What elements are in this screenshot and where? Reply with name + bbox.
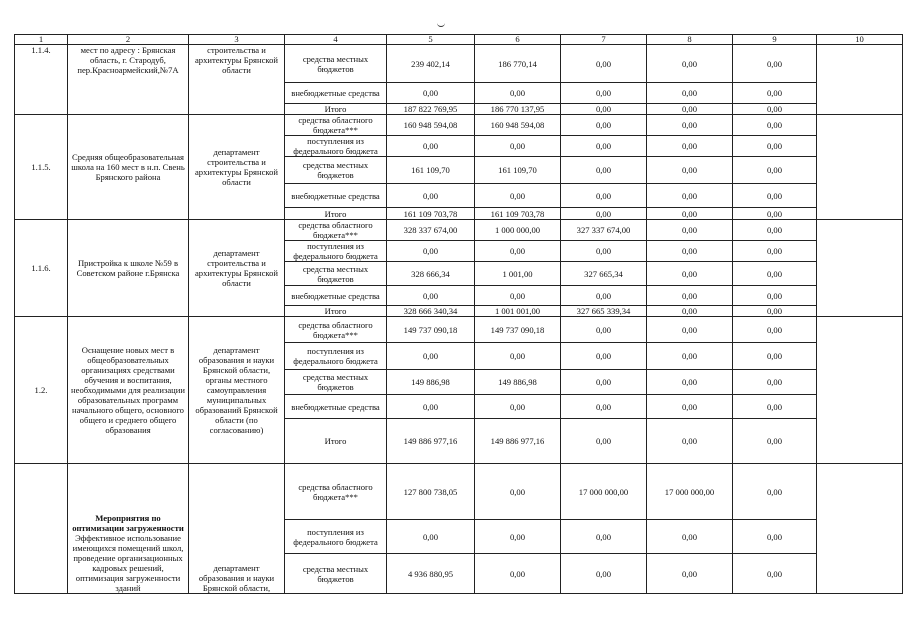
source-label: средства местных бюджетов <box>285 262 387 286</box>
amount-cell: 0,00 <box>387 395 475 419</box>
source-label: внебюджетные средства <box>285 184 387 208</box>
item-executor: департамент образования и науки Брянской области, органы местного самоуправления муниципальных образований Брянской области (по согласованию) <box>189 317 285 464</box>
amount-cell: 0,00 <box>733 220 817 241</box>
amount-cell: 0,00 <box>561 115 647 136</box>
amount-cell: 0,00 <box>475 464 561 520</box>
amount-cell: 149 737 090,18 <box>387 317 475 343</box>
amount-cell: 161 109 703,78 <box>475 208 561 220</box>
amount-cell: 0,00 <box>475 241 561 262</box>
col-5: 5 <box>387 35 475 45</box>
amount-cell: 0,00 <box>647 395 733 419</box>
amount-cell: 0,00 <box>647 306 733 317</box>
amount-cell: 0,00 <box>733 395 817 419</box>
amount-cell: 0,00 <box>733 554 817 594</box>
item-name: Пристройка к школе №59 в Советском районе г.Брянска <box>68 220 189 317</box>
source-label: средства областного бюджета*** <box>285 115 387 136</box>
item-executor: департамент строительства и архитектуры Брянской области <box>189 220 285 317</box>
document-page <box>14 34 904 606</box>
source-label: средства местных бюджетов <box>285 370 387 395</box>
amount-cell: 328 666 340,34 <box>387 306 475 317</box>
item-name: мест по адресу : Брянская область, г. Стародуб, пер.Красноармейский,№7А <box>68 45 189 115</box>
column-number-row <box>15 35 903 45</box>
source-label: средства местных бюджетов <box>285 554 387 594</box>
section-title: Мероприятия по оптимизации загруженности <box>72 513 184 533</box>
source-label: внебюджетные средства <box>285 83 387 104</box>
amount-cell: 149 886,98 <box>387 370 475 395</box>
table-row <box>15 115 903 136</box>
amount-cell: 0,00 <box>733 104 817 115</box>
source-label: внебюджетные средства <box>285 395 387 419</box>
funding-table <box>14 34 903 594</box>
col-6: 6 <box>475 35 561 45</box>
notes-cell <box>817 464 903 594</box>
amount-cell: 0,00 <box>561 241 647 262</box>
amount-cell: 0,00 <box>647 45 733 83</box>
table-row <box>15 317 903 343</box>
amount-cell: 0,00 <box>733 45 817 83</box>
amount-cell: 0,00 <box>647 83 733 104</box>
table-row <box>15 220 903 241</box>
amount-cell: 149 886 977,16 <box>475 419 561 464</box>
amount-cell: 0,00 <box>647 419 733 464</box>
amount-cell: 0,00 <box>733 286 817 306</box>
amount-cell: 161 109 703,78 <box>387 208 475 220</box>
amount-cell: 149 886,98 <box>475 370 561 395</box>
table-row <box>15 464 903 520</box>
source-label: поступления из федерального бюджета <box>285 520 387 554</box>
item-name <box>68 464 189 594</box>
source-label: Итого <box>285 419 387 464</box>
amount-cell: 1 001 001,00 <box>475 306 561 317</box>
amount-cell: 0,00 <box>561 343 647 370</box>
amount-cell: 0,00 <box>475 554 561 594</box>
col-1: 1 <box>15 35 68 45</box>
amount-cell: 0,00 <box>733 317 817 343</box>
amount-cell: 0,00 <box>475 343 561 370</box>
amount-cell: 127 800 738,05 <box>387 464 475 520</box>
item-number: 1.1.6. <box>15 220 68 317</box>
amount-cell: 0,00 <box>561 286 647 306</box>
amount-cell: 17 000 000,00 <box>561 464 647 520</box>
col-4: 4 <box>285 35 387 45</box>
amount-cell: 0,00 <box>561 208 647 220</box>
notes-cell <box>817 317 903 464</box>
item-number <box>15 464 68 594</box>
source-label: поступления из федерального бюджета <box>285 343 387 370</box>
amount-cell: 0,00 <box>733 115 817 136</box>
col-8: 8 <box>647 35 733 45</box>
section-description: Эффективное использование имеющихся помещений школ, проведение организационных кадровых решений, оптимизация загруженности зданий <box>72 533 184 593</box>
amount-cell: 0,00 <box>387 520 475 554</box>
item-executor: строительства и архитектуры Брянской области <box>189 45 285 115</box>
amount-cell: 0,00 <box>733 370 817 395</box>
col-2: 2 <box>68 35 189 45</box>
notes-cell <box>817 220 903 317</box>
amount-cell: 0,00 <box>647 370 733 395</box>
amount-cell: 0,00 <box>733 520 817 554</box>
amount-cell: 0,00 <box>647 115 733 136</box>
amount-cell: 0,00 <box>387 83 475 104</box>
col-9: 9 <box>733 35 817 45</box>
amount-cell: 0,00 <box>733 464 817 520</box>
amount-cell: 0,00 <box>733 184 817 208</box>
amount-cell: 0,00 <box>647 157 733 184</box>
amount-cell: 327 337 674,00 <box>561 220 647 241</box>
amount-cell: 0,00 <box>561 317 647 343</box>
amount-cell: 0,00 <box>647 136 733 157</box>
amount-cell: 0,00 <box>561 520 647 554</box>
table-row <box>15 45 903 83</box>
amount-cell: 0,00 <box>561 419 647 464</box>
amount-cell: 0,00 <box>647 104 733 115</box>
amount-cell: 0,00 <box>561 45 647 83</box>
source-label: Итого <box>285 306 387 317</box>
amount-cell: 0,00 <box>561 184 647 208</box>
item-number: 1.1.4. <box>15 45 68 115</box>
amount-cell: 160 948 594,08 <box>475 115 561 136</box>
amount-cell: 0,00 <box>647 520 733 554</box>
amount-cell: 0,00 <box>387 286 475 306</box>
amount-cell: 327 665 339,34 <box>561 306 647 317</box>
amount-cell: 161 109,70 <box>387 157 475 184</box>
amount-cell: 0,00 <box>561 83 647 104</box>
amount-cell: 327 665,34 <box>561 262 647 286</box>
amount-cell: 0,00 <box>647 220 733 241</box>
amount-cell: 0,00 <box>561 157 647 184</box>
item-executor: департамент образования и науки Брянской области, <box>189 464 285 594</box>
amount-cell: 239 402,14 <box>387 45 475 83</box>
amount-cell: 186 770,14 <box>475 45 561 83</box>
source-label: средства областного бюджета*** <box>285 317 387 343</box>
amount-cell: 0,00 <box>475 286 561 306</box>
amount-cell: 0,00 <box>647 262 733 286</box>
amount-cell: 0,00 <box>733 136 817 157</box>
amount-cell: 0,00 <box>733 262 817 286</box>
amount-cell: 186 770 137,95 <box>475 104 561 115</box>
source-label: внебюджетные средства <box>285 286 387 306</box>
amount-cell: 0,00 <box>387 184 475 208</box>
col-7: 7 <box>561 35 647 45</box>
item-name: Оснащение новых мест в общеобразовательных организациях средствами обучения и воспитания, необходимыми для реализации образовательных программ начального общего, основного общего и среднего общего образования <box>68 317 189 464</box>
col-3: 3 <box>189 35 285 45</box>
col-10: 10 <box>817 35 903 45</box>
amount-cell: 0,00 <box>561 370 647 395</box>
amount-cell: 161 109,70 <box>475 157 561 184</box>
source-label: Итого <box>285 104 387 115</box>
amount-cell: 0,00 <box>733 83 817 104</box>
source-label: средства местных бюджетов <box>285 45 387 83</box>
amount-cell: 0,00 <box>475 83 561 104</box>
amount-cell: 0,00 <box>475 184 561 208</box>
amount-cell: 187 822 769,95 <box>387 104 475 115</box>
amount-cell: 0,00 <box>647 286 733 306</box>
item-number: 1.1.5. <box>15 115 68 220</box>
item-executor: департамент строительства и архитектуры Брянской области <box>189 115 285 220</box>
item-name: Средняя общеобразовательная школа на 160 мест в н.п. Свень Брянского района <box>68 115 189 220</box>
source-label: поступления из федерального бюджета <box>285 241 387 262</box>
item-number: 1.2. <box>15 317 68 464</box>
source-label: средства местных бюджетов <box>285 157 387 184</box>
amount-cell: 0,00 <box>647 208 733 220</box>
amount-cell: 17 000 000,00 <box>647 464 733 520</box>
amount-cell: 149 886 977,16 <box>387 419 475 464</box>
amount-cell: 0,00 <box>561 136 647 157</box>
amount-cell: 160 948 594,08 <box>387 115 475 136</box>
amount-cell: 328 337 674,00 <box>387 220 475 241</box>
notes-cell <box>817 45 903 115</box>
notes-cell <box>817 115 903 220</box>
amount-cell: 0,00 <box>647 184 733 208</box>
amount-cell: 0,00 <box>647 343 733 370</box>
source-label: поступления из федерального бюджета <box>285 136 387 157</box>
amount-cell: 0,00 <box>733 419 817 464</box>
amount-cell: 0,00 <box>475 136 561 157</box>
amount-cell: 0,00 <box>475 520 561 554</box>
amount-cell: 0,00 <box>647 317 733 343</box>
amount-cell: 0,00 <box>733 306 817 317</box>
amount-cell: 0,00 <box>475 395 561 419</box>
amount-cell: 0,00 <box>733 208 817 220</box>
amount-cell: 149 737 090,18 <box>475 317 561 343</box>
amount-cell: 0,00 <box>561 395 647 419</box>
amount-cell: 0,00 <box>387 136 475 157</box>
amount-cell: 0,00 <box>647 241 733 262</box>
amount-cell: 0,00 <box>387 241 475 262</box>
source-label: средства областного бюджета*** <box>285 464 387 520</box>
amount-cell: 4 936 880,95 <box>387 554 475 594</box>
amount-cell: 0,00 <box>387 343 475 370</box>
amount-cell: 1 000 000,00 <box>475 220 561 241</box>
page-number-mark <box>437 22 445 27</box>
amount-cell: 0,00 <box>561 104 647 115</box>
source-label: Итого <box>285 208 387 220</box>
amount-cell: 1 001,00 <box>475 262 561 286</box>
amount-cell: 0,00 <box>733 157 817 184</box>
source-label: средства областного бюджета*** <box>285 220 387 241</box>
amount-cell: 0,00 <box>733 241 817 262</box>
amount-cell: 328 666,34 <box>387 262 475 286</box>
amount-cell: 0,00 <box>561 554 647 594</box>
amount-cell: 0,00 <box>733 343 817 370</box>
amount-cell: 0,00 <box>647 554 733 594</box>
